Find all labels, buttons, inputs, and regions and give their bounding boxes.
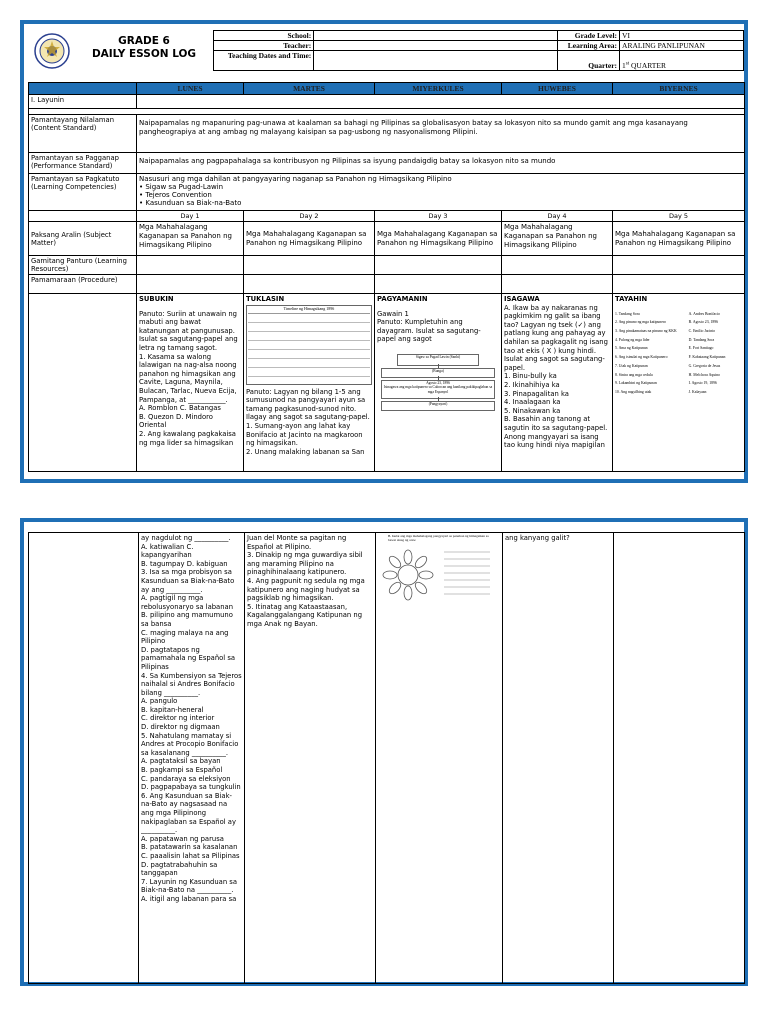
sun-caption: B. Isulat ang mga mahahalagang pangyayari sa panahon ng himagsikan sa bawat sinag ng araw [388, 534, 489, 542]
day-label-blank [29, 211, 137, 222]
tayahin-item: 5. Ama ng Katipunan [615, 346, 648, 351]
tayahin-item: 3. Ang pinakamataas na pinuno ng KKK [615, 329, 677, 333]
tayahin-title: TAYAHIN [615, 295, 648, 303]
pagyamanin-diagram [381, 354, 495, 416]
learning-area-value: ARALING PANLIPUNAN [620, 41, 744, 51]
isagawa-cell [502, 294, 613, 472]
corner-cell [29, 83, 137, 95]
tayahin-choice: D. Tandang Sora [688, 337, 715, 342]
competency-label: Pamantayan sa Pagkatuto (Learning Competencies) [29, 174, 137, 211]
competency-item: • Tejeros Convention [139, 191, 212, 199]
tayahin-item: 4. Pulong ng mga lider [615, 337, 650, 342]
procedure-cell [502, 275, 613, 294]
subject-value: Mga Mahahalagang Kaganapan sa Panahon ng Himagsikang Pilipino [375, 222, 502, 256]
tayahin-item: 1. Tandang Sora [615, 311, 640, 316]
grade-level-value: VI [620, 31, 744, 41]
subject-value: Mga Mahahalagang Kaganapan sa Panahon ng Himagsikang Pilipino [613, 222, 745, 256]
subukin-title: SUBUKIN [139, 295, 174, 303]
quarter-value: 1st QUARTER [620, 51, 744, 71]
procedure-label: Pamamaraan (Procedure) [29, 275, 137, 294]
tuklasin-cell [244, 294, 375, 472]
dates-value [314, 51, 558, 71]
subject-value: Mga Mahahalagang Kaganapan sa Panahon ng Himagsikang Pilipino [244, 222, 375, 256]
deped-seal-icon [34, 33, 70, 69]
school-value [314, 31, 558, 41]
subject-matter-label: Paksang Aralin (Subject Matter) [29, 222, 137, 256]
pagyamanin-cell [375, 294, 502, 472]
performance-standard-label: Pamantayan sa Pagganap (Performance Standard) [29, 153, 137, 174]
tayahin-item: 2. Ang pinuno ng mga katipunero [615, 320, 667, 325]
isagawa-text: A. Ikaw ba ay nakaranas ng pagkimkim ng galit sa ibang tao? Lagyan ng tsek (✓) ang patlang kung ang pahayag ay dahilan sa pagkagalit ng isang tao at ekis ( X ) kung hindi. Isulat ang sagot sa sagutang-papel. 1. Binu-bully ka 2. Ikinahihiya ka 3. Pinapagalitan ka 4. Inaalagaan ka 5. Ninakawan ka B. Basahin ang tanong at sagutin ito sa sagutang-papel. Anong mangyayari sa isang tao kung hindi niya mapigilan [504, 303, 608, 450]
day-header: BIYERNES [613, 83, 745, 95]
performance-standard-text: Naipapamalas ang pagpapahalaga sa kontribusyon ng Pilipinas sa isyung pandaigdig batay sa lokasyon nito sa mundo [137, 153, 745, 174]
tayahin-item: 6. Ang isinulat ng mga Katipunero [615, 355, 668, 360]
procedure-blank [29, 533, 139, 984]
procedure-blank [29, 294, 137, 472]
header-logo-cell [28, 31, 214, 71]
isagawa-text-continued: ang kanyang galit? [505, 534, 570, 542]
tayahin-choice: F. Kabataang Katipunan [688, 355, 726, 360]
school-label: School: [214, 31, 314, 41]
resources-cell [375, 256, 502, 275]
tuklasin-text-continued: Juan del Monte sa pagitan ng Español at Pilipino. 3. Dinakip ng mga guwardiya sibil ang maraming Pilipino na pinaghihinalaang katipunero. 4. Ang pagpunit ng sedula ng mga katipunero ang naging hudyat sa pagsiklab ng himagsikan. 5. Itinatag ang Kataastaasan, Kagalanggalangang Katipunan ng mga Anak ng Bayan. [247, 534, 365, 628]
diagram-date: Agosto 23, 1896 [426, 380, 450, 385]
content-standard-text: Naipapamalas ng mapanuring pag-unawa at kaalaman sa bahagi ng Pilipinas sa globalisasyon batay sa lokasyon nito sa mundo gamit ang mga kasanayang pangheograpiya at ang ambag ng malayang kaisipan sa pag-usbong ng nasyonalismong Pilipini. [137, 115, 745, 153]
dates-label: Teaching Dates and Time: [214, 51, 314, 71]
subukin-cell [137, 294, 244, 472]
tayahin-cell [613, 294, 745, 472]
tayahin-matching [615, 310, 742, 397]
tayahin-choice: I. Agosto 19, 1896 [688, 381, 717, 386]
resources-label: Gamitang Panturo (Learning Resources) [29, 256, 137, 275]
day-header: MARTES [244, 83, 375, 95]
grade-title: GRADE 6 [118, 34, 170, 47]
procedure-cell [244, 275, 375, 294]
pagyamanin-title: PAGYAMANIN [377, 295, 428, 303]
tuklasin-text: Panuto: Lagyan ng bilang 1-5 ang sumusunod na pangyayari ayun sa tamang pagkasunod-sunod nito. Ilagay ang sagot sa sagutang-papel. 1. Sumang-ayon ang lahat kay Bonifacio at Jacinto na magkaroon ng himagsikan. 2. Unang malaking labanan sa San [246, 387, 370, 456]
tayahin-item: 8. Sinira ang mga cedula [615, 372, 653, 377]
teacher-value [314, 41, 558, 51]
subject-value: Mga Mahahalagang Kaganapan sa Panahon ng Himagsikang Pilipino [137, 222, 244, 256]
tayahin-choice: G. Gregoria de Jesus [688, 363, 721, 368]
tayahin-continued [614, 533, 745, 984]
page-2 [20, 518, 748, 986]
diagram-bottom-box: (Pangyayari) [381, 401, 495, 411]
diagram-desc: Isinagawa ang mga katipunero sa Caloocan ang kanilang pakikipaglaban sa mga Espanyol [383, 385, 493, 394]
tayahin-right-column [689, 310, 742, 397]
isagawa-title: ISAGAWA [504, 295, 540, 303]
dll-table-continued [28, 532, 745, 984]
tayahin-item: 9. Lakambini ng Katipunan [615, 381, 657, 386]
subject-value: Mga Mahahalagang Kaganapan sa Panahon ng Himagsikang Pilipino [502, 222, 613, 256]
competency-item: • Sigaw sa Pugad-Lawin [139, 183, 224, 191]
sun-diagram-icon [378, 544, 498, 606]
tayahin-item: 10. Ang nagsilbing utak [615, 389, 652, 394]
isagawa-continued [503, 533, 614, 984]
resources-cell [613, 256, 745, 275]
tayahin-item: 7. Utak ng Katipunan [615, 363, 648, 368]
day-header: MIYERKULES [375, 83, 502, 95]
subukin-text: Panuto: Suriin at unawain ng mabuti ang bawat katanungan at pangunusap. Isulat sa sagutang-papel ang letra ng tamang sagot. 1. Kasama sa walong lalawigan na nag-alsa noong panahon ng himagsikan ang Cavite, Laguna, Maynila, Bulacan, Tarlac, Nueva Ecija, Pampanga, at ___________. A. Romblon C. Batangas B. Quezon D. Mindoro Oriental 2. Ang kawalang pagkakaisa ng mga lider sa himagsikan [139, 309, 238, 447]
competency-item: • Kasunduan sa Biak-na-Bato [139, 199, 242, 207]
dll-table [28, 82, 745, 472]
day-label: Day 1 [137, 211, 244, 222]
tayahin-choice: A. Andres Bonifacio [688, 311, 720, 316]
day-label: Day 2 [244, 211, 375, 222]
day-header: LUNES [137, 83, 244, 95]
teacher-label: Teacher: [214, 41, 314, 51]
quarter-label: Quarter: [558, 51, 620, 71]
resources-cell [502, 256, 613, 275]
tuklasin-title: TUKLASIN [246, 295, 285, 303]
tayahin-choice: B. Agosto 23, 1896 [688, 320, 719, 325]
diagram-mid-box: (Bunga) [381, 368, 495, 378]
tayahin-choice: E. Fort Santiago [688, 346, 714, 351]
procedure-cell [137, 275, 244, 294]
tuklasin-continued [245, 533, 376, 984]
resources-cell [244, 256, 375, 275]
content-standard-label: Pamantayang Nilalaman (Content Standard) [29, 115, 137, 153]
grade-level-label: Grade Level: [558, 31, 620, 41]
timeline-figure [246, 305, 372, 385]
pagyamanin-text: Gawain 1 Panuto: Kumpletuhin ang dayagram. Isulat sa sagutang-papel ang sagot [377, 309, 481, 344]
day-label: Day 3 [375, 211, 502, 222]
learning-area-label: Learning Area: [558, 41, 620, 51]
resources-cell [137, 256, 244, 275]
competency-cell [137, 174, 745, 211]
layunin-label: I. Layunin [29, 95, 137, 109]
header-table [28, 30, 744, 71]
diagram-top-box: Sigaw sa Pugad Lawin (Sanhi) [397, 354, 479, 366]
competency-text: Nasusuri ang mga dahilan at pangyayaring naganap sa Panahon ng Himagsikang Pilipino [139, 175, 452, 183]
layunin-value [137, 95, 745, 109]
tayahin-left-column [615, 310, 689, 397]
procedure-cell [613, 275, 745, 294]
pagyamanin-continued [376, 533, 503, 984]
procedure-cell [375, 275, 502, 294]
tayahin-choice: C. Emilio Jacinto [688, 329, 716, 333]
tayahin-choice: H. Melchora Aquino [688, 372, 720, 377]
day-label: Day 4 [502, 211, 613, 222]
day-label: Day 5 [613, 211, 745, 222]
log-title: DAILY ESSON LOG [91, 47, 197, 60]
page-1 [20, 20, 748, 483]
subukin-continued [139, 533, 245, 984]
tayahin-choice: J. Kalayaan [688, 389, 707, 394]
day-header: HUWEBES [502, 83, 613, 95]
subukin-text-continued: ay nagdulot ng __________. A. katiwalian C. kapangyarihan B. tagumpay D. kabiguan 3. Isa sa mga probisyon sa Kasunduan sa Biak-na-Bato ay ang __________. A. pagtigil ng mga rebolusyonaryo sa labanan B. pilipino ang mamumuno sa bansa C. maging malaya na ang Pilipino D. pagtatapos ng pamamahala ng Español sa Pilipinas 4. Sa Kumbensiyon sa Tejeros naihalal si Andres Bonifacio bilang __________. A. pangulo B. kapitan-heneral C. direktor ng interior D. direktor ng digmaan 5. Nahatulang mamatay si Andres at Procopio Bonifacio sa kasalanang __________. A. pagtataksil sa bayan B. pagkampi sa Español C. pandaraya sa eleksiyon D. pagpapabaya sa tungkulin 6. Ang Kasunduan sa Biak-na-Bato ay nagsasaad na ang mga Pilipinong nakipaglaban sa Español ay __________. A. papatawan ng parusa B. patatawarin sa kasalanan C. paaalisin lahat sa Pilipinas D. pagtatrabahuhin sa tanggapan 7. Layunin ng Kasunduan sa Biak-na-Bato na __________. A. itigil ang labanan para sa [141, 534, 242, 903]
timeline-title: Timeline ng Himagsikang 1896 [283, 305, 335, 311]
